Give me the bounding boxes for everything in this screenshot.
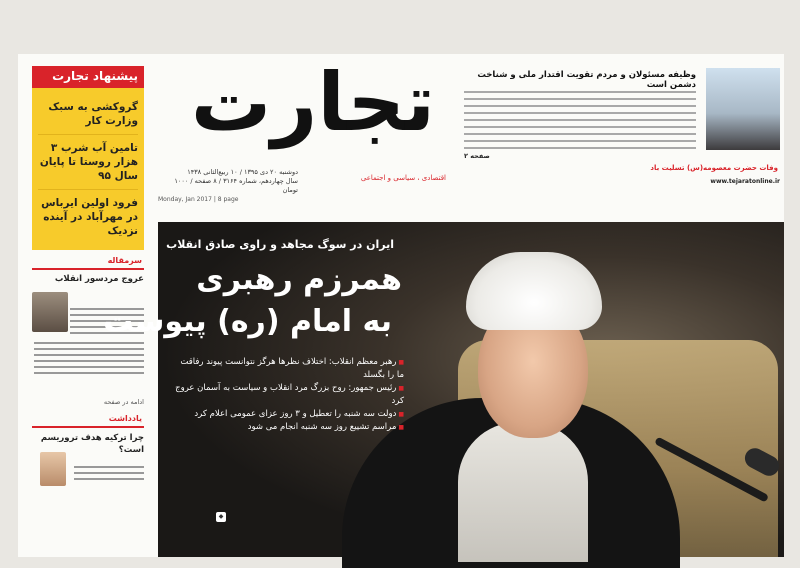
newspaper-logo — [168, 56, 458, 149]
hero-title-line1[interactable]: همرزم رهبری — [196, 262, 402, 297]
dateline — [158, 168, 298, 204]
editorial-continue-link[interactable]: ادامه در صفحه — [103, 398, 144, 406]
masthead — [158, 56, 460, 203]
bullet-item: ■ رئیس جمهور: روح بزرگ مرد انقلاب و سیاست به آسمان عروج کرد — [172, 382, 404, 408]
suggestion-item[interactable]: فرود اولین ایرباس در مهرآباد در آینده نزدیک — [41, 197, 138, 237]
editorial-title[interactable]: عروج مردسور انقلاب — [54, 274, 144, 284]
editorial-label: سرمقاله — [32, 256, 144, 270]
hero-bullets — [172, 356, 404, 434]
top-news-title[interactable]: وظیفه مسئولان و مردم تقویت اقتدار ملی و شناخت دشمن است — [477, 70, 696, 90]
top-news-text — [464, 86, 696, 154]
hero-subtitle: ایران در سوگ مجاهد و راوی صادق انقلاب — [166, 238, 394, 251]
photo-tag-icon: ◆ — [216, 512, 226, 522]
author-photo — [40, 452, 66, 486]
suggestion-box — [32, 88, 144, 250]
date-en: Monday, Jan 2017 | 8 page — [158, 196, 239, 203]
suggestion-item[interactable]: تامین آب شرب ۳ هزار روستا تا پایان سال ۹۵ — [38, 135, 138, 190]
bullet-item: ■ رهبر معظم انقلاب: اختلاف نظرها هرگز نتوانست پیوند رفاقت ما را بگسلد — [172, 356, 404, 382]
logo-text: تجارت — [190, 56, 436, 149]
turban-shape — [466, 252, 602, 330]
bullet-item: ■ مراسم تشییع روز سه شنبه انجام می شود — [172, 421, 404, 434]
tagline: اقتصادی ، سیاسی و اجتماعی — [360, 174, 446, 182]
note-label: یادداشت — [32, 414, 144, 428]
condolence-text: وفات حضرت معصومه(س) تسلیت باد — [650, 164, 778, 172]
page-reference[interactable]: صفحه ۲ — [464, 152, 490, 160]
date-fa: دوشنبه ۲۰ دی ۱۳۹۵ / ۱۰ ربیع‌الثانی ۱۴۳۸ — [187, 168, 298, 176]
note-body — [32, 432, 144, 502]
leader-photo — [706, 68, 780, 150]
suggestion-item[interactable]: گروکشی به سبک وزارت کار — [38, 94, 138, 135]
robe-inner-shape — [458, 422, 588, 562]
editorial-text-continued — [34, 338, 144, 378]
suggestion-header: پیشنهاد تجارت — [32, 66, 144, 88]
condolence-strip — [464, 164, 780, 176]
url-line — [362, 178, 780, 188]
author-photo — [32, 292, 68, 332]
note-title[interactable]: چرا ترکیه هدف تروریسم است؟ — [40, 433, 144, 455]
hero-title-line2[interactable]: به امام (ره) پیوست — [103, 304, 392, 339]
issue-info: سال چهاردهم، شماره ۳۱۶۴ / ۸ صفحه / ۱۰۰۰ تومان — [174, 177, 298, 194]
site-url[interactable]: www.tejaratonline.ir — [710, 178, 780, 185]
bullet-item: ■ دولت سه شنبه را تعطیل و ۳ روز عزای عمومی اعلام کرد — [172, 408, 404, 421]
note-text — [74, 462, 144, 484]
newspaper-front-page — [18, 54, 784, 557]
top-news[interactable] — [464, 66, 780, 162]
